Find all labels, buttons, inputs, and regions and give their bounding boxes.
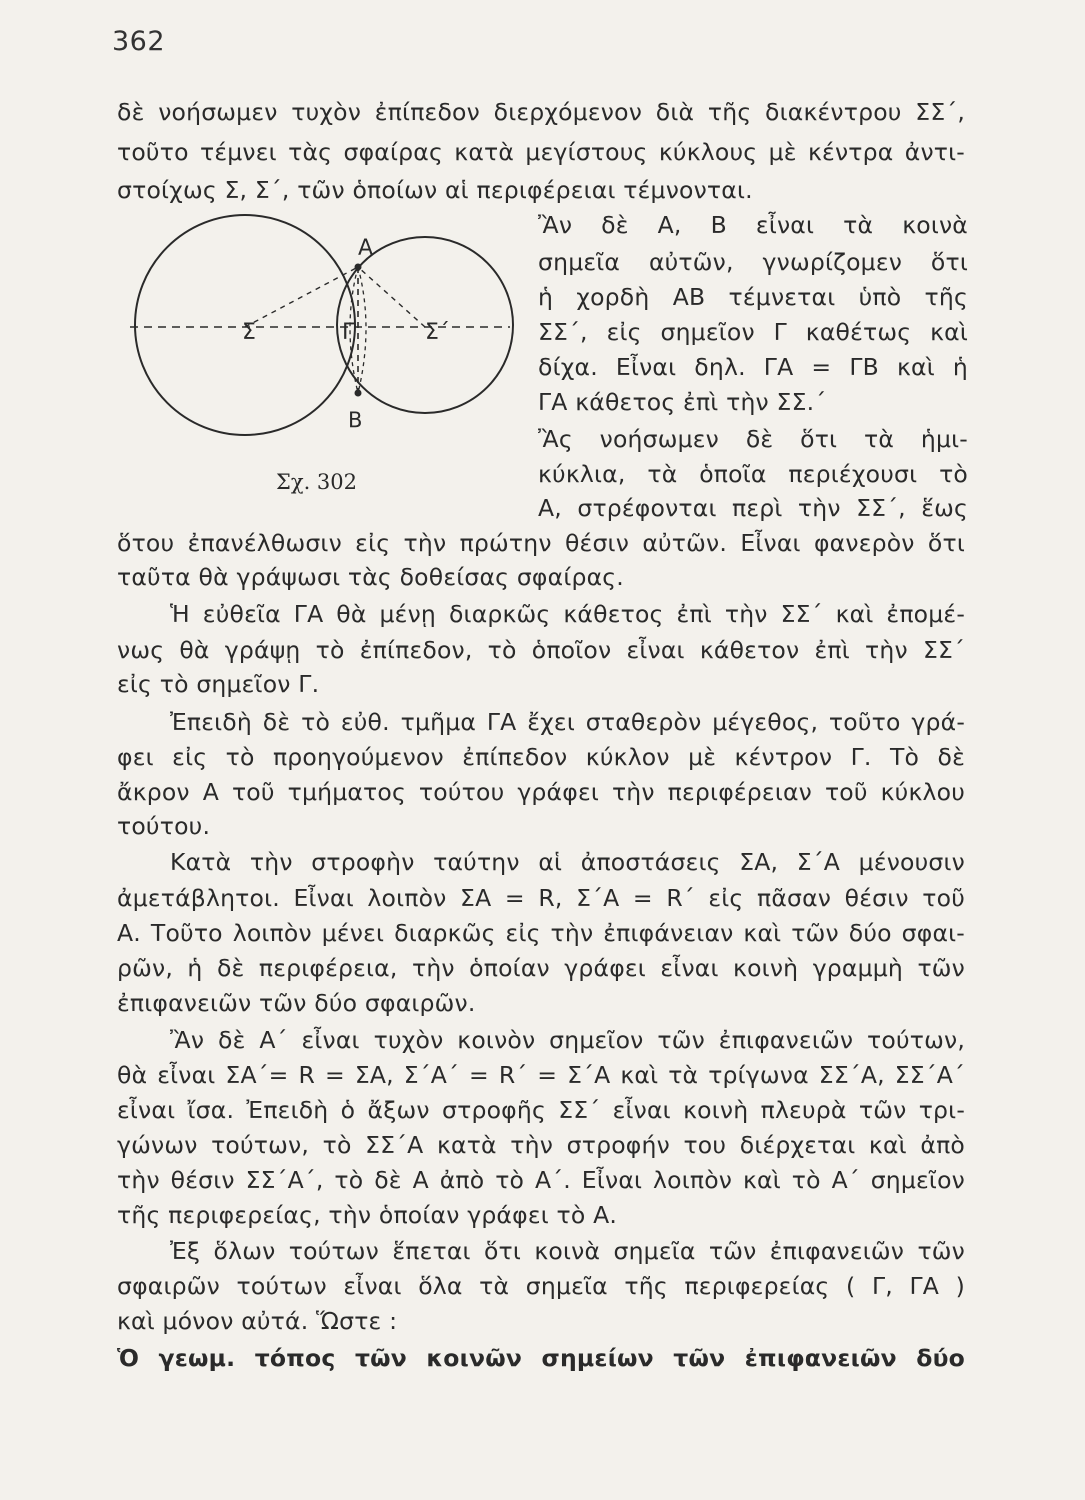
text-line: θὰ εἶναι ΣΑ΄= R = ΣΑ, Σ΄Α΄ = R΄ = Σ΄Α καὶ τὰ τρίγωνα ΣΣ΄Α, ΣΣ΄Α΄ — [117, 1061, 965, 1089]
text-line: κύκλια, τὰ ὁποῖα περιέχουσι τὸ — [538, 460, 968, 488]
text-line: σφαιρῶν τούτων εἶναι ὅλα τὰ σημεῖα τῆς περιφερείας ( Γ, ΓΑ ) — [117, 1272, 965, 1300]
text-line: ἀμετάβλητοι. Εἶναι λοιπὸν ΣΑ = R, Σ΄Α = R΄ εἰς πᾶσαν θέσιν τοῦ — [117, 884, 965, 912]
text-line: Ἂν δὲ Α΄ εἶναι τυχὸν κοινὸν σημεῖον τῶν ἐπιφανειῶν τούτων, — [170, 1026, 965, 1054]
text-line: τούτου. — [117, 812, 211, 840]
page-number: 362 — [112, 26, 166, 57]
label-b: Β — [348, 408, 363, 432]
text-line: ἐπιφανειῶν τῶν δύο σφαιρῶν. — [117, 989, 476, 1017]
point-b — [355, 390, 362, 397]
text-line: Α. Τοῦτο λοιπὸν μένει διαρκῶς εἰς τὴν ἐπιφάνειαν καὶ τῶν δύο σφαι- — [117, 919, 965, 947]
text-line: ΓΑ κάθετος ἐπὶ τὴν ΣΣ.΄ — [538, 388, 827, 416]
text-line: δίχα. Εἶναι δηλ. ΓΑ = ΓΒ καὶ ἡ — [538, 353, 968, 381]
text-line: τῆς περιφερείας, τὴν ὁποίαν γράφει τὸ Α. — [117, 1201, 618, 1229]
figure-caption: Σχ. 302 — [276, 470, 358, 494]
text-line: ρῶν, ἡ δὲ περιφέρεια, τὴν ὁποίαν γράφει εἶναι κοινὴ γραμμὴ τῶν — [117, 954, 965, 982]
text-line: Ἂν δὲ Α, Β εἶναι τὰ κοινὰ — [538, 211, 968, 239]
text-line: ἄκρον Α τοῦ τμήματος τούτου γράφει τὴν περιφέρειαν τοῦ κύκλου — [117, 778, 965, 806]
text-line: ὅτου ἐπανέλθωσιν εἰς τὴν πρώτην θέσιν αὐτῶν. Εἶναι φανερὸν ὅτι — [117, 529, 965, 557]
label-sigma: Σ — [242, 320, 256, 345]
text-line: Ἐξ ὅλων τούτων ἕπεται ὅτι κοινὰ σημεῖα τῶν ἐπιφανειῶν τῶν — [170, 1237, 965, 1265]
figure-302 — [120, 205, 540, 515]
text-line: τοῦτο τέμνει τὰς σφαίρας κατὰ μεγίστους κύκλους μὲ κέντρα ἀντι- — [117, 138, 965, 166]
text-line: εἶναι ἴσα. Ἐπειδὴ ὁ ἄξων στροφῆς ΣΣ΄ εἶναι κοινὴ πλευρὰ τῶν τρι- — [117, 1096, 965, 1124]
text-line: γώνων τούτων, τὸ ΣΣ΄Α κατὰ τὴν στροφήν του διέρχεται καὶ ἀπὸ — [117, 1131, 965, 1159]
text-line: ΣΣ΄, εἰς σημεῖον Γ καθέτως καὶ — [538, 318, 968, 346]
label-sigma-prime: Σ΄ — [425, 320, 450, 345]
text-line: δὲ νοήσωμεν τυχὸν ἐπίπεδον διερχόμενον διὰ τῆς διακέντρου ΣΣ΄, — [117, 98, 965, 126]
text-line: νως θὰ γράψῃ τὸ ἐπίπεδον, τὸ ὁποῖον εἶναι κάθετον ἐπὶ τὴν ΣΣ΄ — [117, 636, 965, 664]
text-line: σημεῖα αὐτῶν, γνωρίζομεν ὅτι — [538, 248, 968, 276]
text-line: φει εἰς τὸ προηγούμενον ἐπίπεδον κύκλον μὲ κέντρον Γ. Τὸ δὲ — [117, 743, 965, 771]
label-a: Α — [358, 236, 374, 261]
two-circles-diagram — [120, 205, 540, 515]
point-a — [355, 264, 362, 271]
text-line: ταῦτα θὰ γράψωσι τὰς δοθείσας σφαίρας. — [117, 563, 624, 591]
text-line: εἰς τὸ σημεῖον Γ. — [117, 670, 320, 698]
rotated-arc-right — [358, 267, 366, 393]
text-line: Ἡ εὐθεῖα ΓΑ θὰ μένῃ διαρκῶς κάθετος ἐπὶ τὴν ΣΣ΄ καὶ ἐπομέ- — [170, 600, 965, 628]
text-line: ἡ χορδὴ ΑΒ τέμνεται ὑπὸ τῆς — [538, 283, 968, 311]
text-line: Κατὰ τὴν στροφὴν ταύτην αἱ ἀποστάσεις ΣΑ, Σ΄Α μένουσιν — [170, 848, 965, 876]
segment-sigma-prime-a — [358, 267, 425, 327]
text-line-bold: Ὁ γεωμ. τόπος τῶν κοινῶν σημείων τῶν ἐπιφανειῶν δύο — [117, 1344, 965, 1372]
text-line: Ἂς νοήσωμεν δὲ ὅτι τὰ ἡμι- — [538, 425, 968, 453]
text-line: Α, στρέφονται περὶ τὴν ΣΣ΄, ἕως — [538, 494, 968, 522]
text-line: Ἐπειδὴ δὲ τὸ εὐθ. τμῆμα ΓΑ ἔχει σταθερὸν μέγεθος, τοῦτο γρά- — [170, 708, 965, 736]
text-line: στοίχως Σ, Σ΄, τῶν ὁποίων αἱ περιφέρειαι τέμνονται. — [117, 176, 753, 204]
text-line: τὴν θέσιν ΣΣ΄Α΄, τὸ δὲ Α ἀπὸ τὸ Α΄. Εἶναι λοιπὸν καὶ τὸ Α΄ σημεῖον — [117, 1166, 965, 1194]
text-line: καὶ μόνον αὐτά. Ὥστε : — [117, 1307, 398, 1335]
label-gamma: Γ — [342, 320, 355, 345]
